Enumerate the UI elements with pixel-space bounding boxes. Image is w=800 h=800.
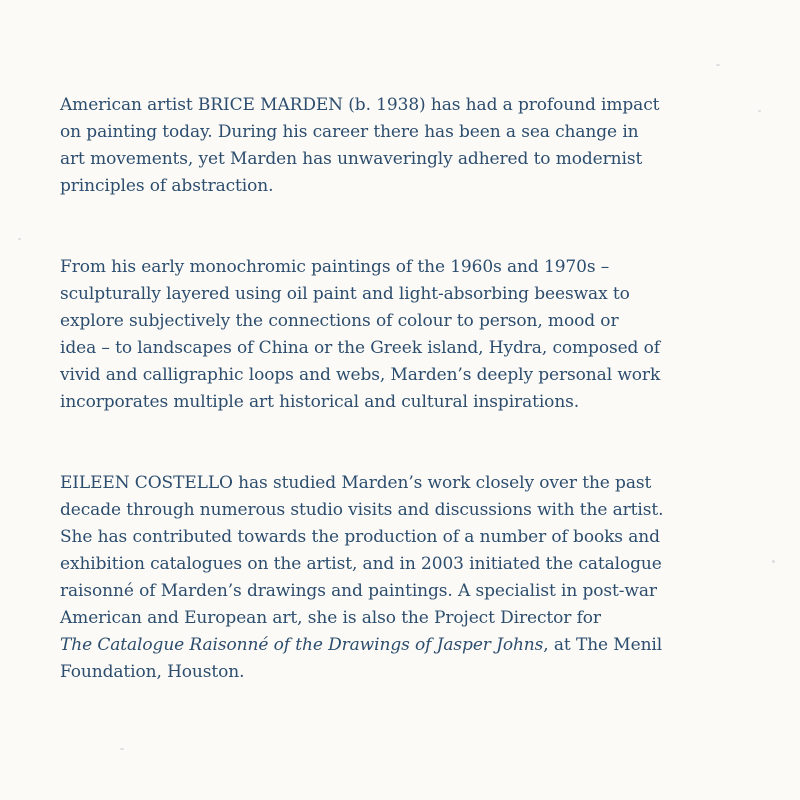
book-title: The Catalogue Raisonné of the Drawings of Jasper Johns [60,635,544,655]
paper-speck [716,64,720,66]
text-line: American and European art, she is also the Project Director for [60,608,601,628]
text-line: sculpturally layered using oil paint and light-absorbing beeswax to [60,284,630,304]
text-line: Foundation, Houston. [60,662,245,682]
text-line: EILEEN COSTELLO has studied Marden’s work closely over the past [60,473,652,493]
text-line: decade through numerous studio visits and discussions with the artist. [60,500,664,520]
text-line: raisonné of Marden’s drawings and paintings. A specialist in post-war [60,581,657,601]
text-line: explore subjectively the connections of colour to person, mood or [60,311,619,331]
paper-speck [772,560,775,563]
paragraph-artist-intro [60,92,659,200]
paragraph-works [60,254,660,416]
text-line: on painting today. During his career there has been a sea change in [60,122,639,142]
text-line: She has contributed towards the production of a number of books and [60,527,660,547]
paragraph-author-bio [60,470,663,686]
text-line: incorporates multiple art historical and cultural inspirations. [60,392,580,412]
paper-speck [120,748,124,750]
text-line: principles of abstraction. [60,176,274,196]
text-line: idea – to landscapes of China or the Greek island, Hydra, composed of [60,338,660,358]
text-line: vivid and calligraphic loops and webs, Marden’s deeply personal work [60,365,661,385]
text-line: exhibition catalogues on the artist, and in 2003 initiated the catalogue [60,554,662,574]
paper-speck [758,110,761,112]
title-suffix: , at The Menil [543,635,663,655]
text-line: American artist BRICE MARDEN (b. 1938) has had a profound impact [60,95,660,115]
text-line [60,632,663,659]
paper-speck [18,238,21,240]
text-line: From his early monochromic paintings of the 1960s and 1970s – [60,257,610,277]
text-line: art movements, yet Marden has unwaveringly adhered to modernist [60,149,643,169]
